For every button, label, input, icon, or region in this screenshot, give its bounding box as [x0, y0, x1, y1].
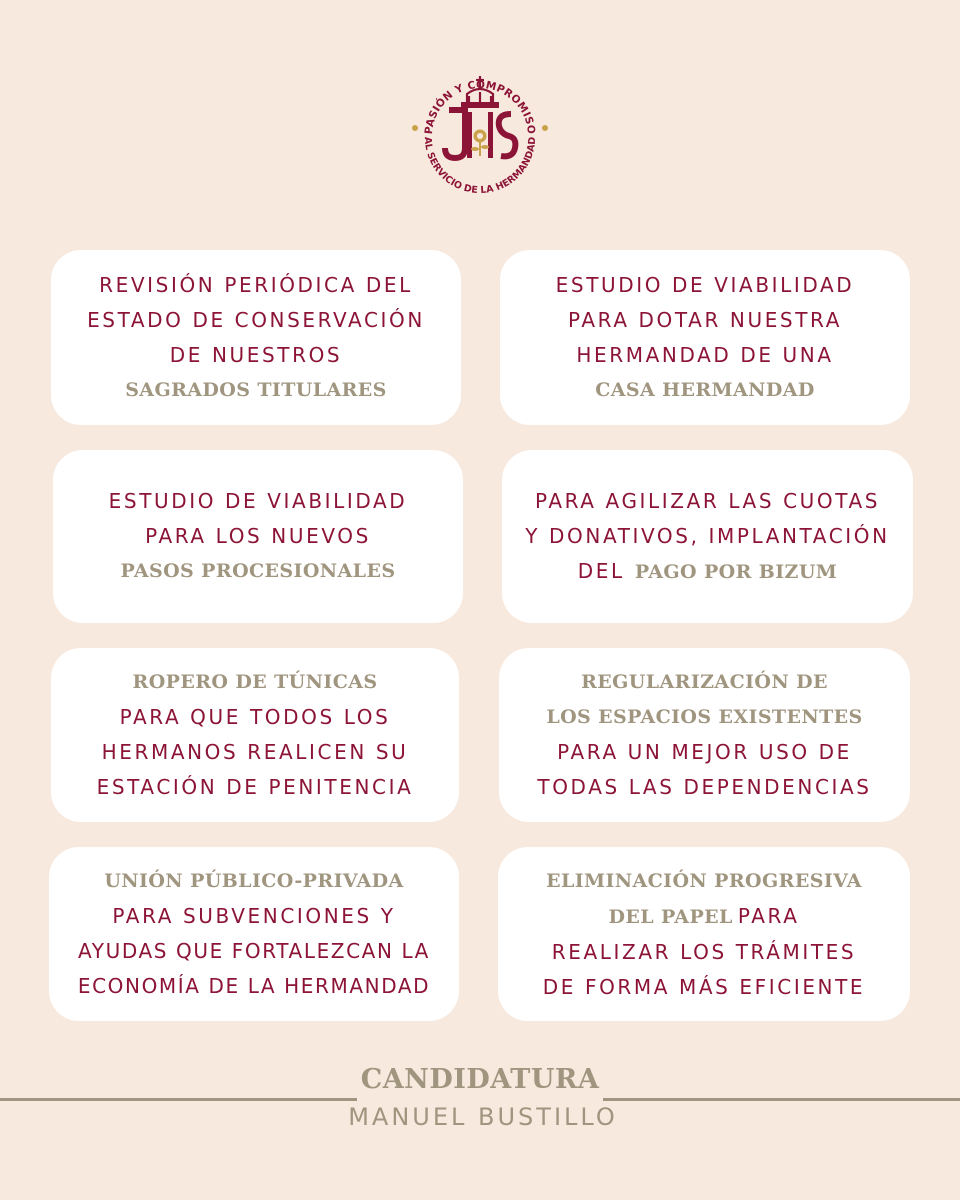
card-text-line: DE FORMA MÁS EFICIENTE: [542, 974, 866, 999]
card-mixed-line: [578, 554, 837, 590]
card-ropero: [51, 648, 459, 822]
card-casa-hermandad: [500, 250, 910, 425]
card-text-line: REVISIÓN PERIÓDICA DEL: [99, 272, 413, 297]
card-highlight-line: CASA HERMANDAD: [595, 378, 815, 401]
card-highlight-line: REGULARIZACIÓN DE: [581, 671, 828, 693]
card-mixed-line: [608, 899, 799, 935]
card-text-line: ESTADO DE CONSERVACIÓN: [87, 307, 425, 332]
card-text-line: Y DONATIVOS, IMPLANTACIÓN: [525, 523, 890, 548]
footer-candidate-name: MANUEL BUSTILLO: [348, 1103, 618, 1131]
candidacy-emblem: [405, 58, 555, 208]
card-papel: [498, 847, 910, 1021]
card-text-line: REALIZAR LOS TRÁMITES: [551, 939, 857, 964]
card-text-fragment: DEL: [577, 558, 625, 583]
card-text-line: PARA UN MEJOR USO DE: [557, 740, 852, 764]
footer-rule-right: [603, 1098, 960, 1101]
card-text-line: DE NUESTROS: [169, 342, 343, 367]
card-text-line: HERMANDAD DE UNA: [576, 342, 834, 367]
card-highlight-line: UNIÓN PÚBLICO-PRIVADA: [104, 870, 404, 892]
footer-title: CANDIDATURA: [360, 1064, 600, 1095]
logo-arc-bottom-text: AL SERVICIO DE LA HERMANDAD: [421, 136, 539, 197]
card-text-line: PARA AGILIZAR LAS CUOTAS: [534, 488, 881, 513]
card-highlight-line: ELIMINACIÓN PROGRESIVA: [546, 869, 862, 892]
logo-dot-left: [412, 125, 418, 131]
card-text-line: TODAS LAS DEPENDENCIAS: [537, 775, 872, 799]
card-highlight-fragment: PAGO POR BIZUM: [634, 560, 838, 583]
card-text-line: PARA SUBVENCIONES Y: [112, 904, 396, 928]
footer-rule-left: [0, 1098, 357, 1101]
card-espacios: [499, 648, 910, 822]
card-highlight-line: SAGRADOS TITULARES: [125, 378, 387, 401]
rose-icon: [471, 130, 489, 157]
card-union-publico-privada: [49, 847, 459, 1021]
card-highlight-line: ROPERO DE TÚNICAS: [132, 671, 378, 693]
candidacy-logo: [405, 58, 555, 208]
card-text-line: ESTUDIO DE VIABILIDAD: [555, 272, 855, 297]
card-text-line: ESTUDIO DE VIABILIDAD: [108, 489, 408, 513]
card-highlight-line: LOS ESPACIOS EXISTENTES: [546, 706, 863, 728]
card-text-line: HERMANOS REALICEN SU: [101, 740, 409, 764]
card-bizum: [502, 450, 913, 623]
card-text-line: ECONOMÍA DE LA HERMANDAD: [77, 974, 431, 998]
logo-dot-right: [542, 125, 548, 131]
card-text-line: PARA DOTAR NUESTRA: [567, 307, 843, 332]
card-pasos: [53, 450, 463, 623]
card-highlight-line: PASOS PROCESIONALES: [120, 560, 396, 582]
card-text-line: ESTACIÓN DE PENITENCIA: [96, 775, 414, 799]
card-highlight-fragment: DEL PAPEL: [608, 905, 733, 928]
card-titulares: [51, 250, 461, 425]
logo-arc-top-text: PASIÓN Y COMPROMISO: [422, 78, 538, 135]
card-text-line: AYUDAS QUE FORTALEZCAN LA: [78, 939, 430, 963]
card-text-fragment: PARA: [737, 903, 800, 928]
card-text-line: PARA QUE TODOS LOS: [119, 705, 391, 729]
card-text-line: PARA LOS NUEVOS: [145, 524, 371, 548]
